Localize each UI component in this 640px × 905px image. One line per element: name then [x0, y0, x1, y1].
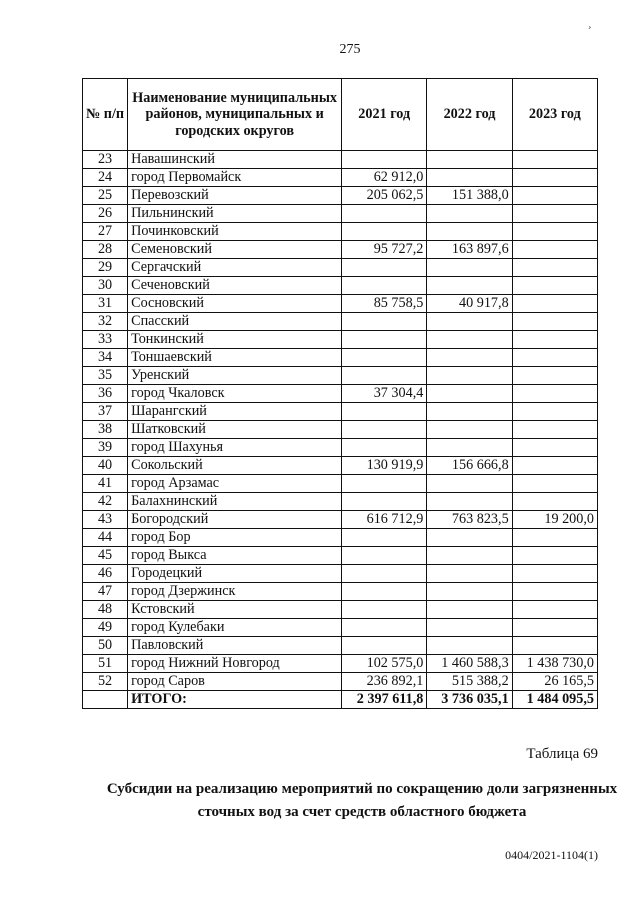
cell-2021 [342, 277, 427, 295]
cell-2021 [342, 475, 427, 493]
table-row [83, 493, 598, 511]
cell-2023 [512, 295, 597, 313]
cell-name: Шатковский [128, 421, 342, 439]
cell-no: 52 [83, 673, 128, 691]
cell-2022 [427, 385, 512, 403]
cell-no: 31 [83, 295, 128, 313]
table-row [83, 529, 598, 547]
table-row [83, 349, 598, 367]
cell-2023 [512, 187, 597, 205]
cell-no [83, 691, 128, 709]
cell-no: 34 [83, 349, 128, 367]
cell-2023 [512, 619, 597, 637]
cell-2021 [342, 223, 427, 241]
cell-2021: 236 892,1 [342, 673, 427, 691]
table-row [83, 385, 598, 403]
cell-2021 [342, 259, 427, 277]
cell-name: город Кулебаки [128, 619, 342, 637]
cell-2021 [342, 349, 427, 367]
cell-2021 [342, 619, 427, 637]
cell-2023: 1 484 095,5 [512, 691, 597, 709]
cell-name: Семеновский [128, 241, 342, 259]
cell-no: 51 [83, 655, 128, 673]
cell-2022 [427, 403, 512, 421]
cell-no: 49 [83, 619, 128, 637]
header-2023: 2023 год [512, 79, 597, 151]
cell-2021 [342, 601, 427, 619]
cell-2021 [342, 367, 427, 385]
cell-name: Кстовский [128, 601, 342, 619]
cell-2021 [342, 493, 427, 511]
cell-2021: 205 062,5 [342, 187, 427, 205]
cell-name: Навашинский [128, 151, 342, 169]
table-row [83, 601, 598, 619]
subsidy-table [82, 78, 598, 709]
table-row [83, 583, 598, 601]
cell-2023 [512, 457, 597, 475]
cell-no: 24 [83, 169, 128, 187]
cell-2022 [427, 547, 512, 565]
table-row [83, 457, 598, 475]
cell-2023: 1 438 730,0 [512, 655, 597, 673]
table-row [83, 547, 598, 565]
cell-2021 [342, 331, 427, 349]
cell-2021 [342, 529, 427, 547]
cell-name: город Первомайск [128, 169, 342, 187]
cell-2023 [512, 367, 597, 385]
cell-2022 [427, 601, 512, 619]
cell-2021: 37 304,4 [342, 385, 427, 403]
table-row [83, 403, 598, 421]
table-row [83, 439, 598, 457]
table-row [83, 169, 598, 187]
table-row [83, 565, 598, 583]
cell-2022 [427, 367, 512, 385]
cell-2023 [512, 565, 597, 583]
cell-2022 [427, 223, 512, 241]
table-row [83, 313, 598, 331]
cell-2021: 2 397 611,8 [342, 691, 427, 709]
cell-2023 [512, 259, 597, 277]
cell-name: город Дзержинск [128, 583, 342, 601]
cell-no: 27 [83, 223, 128, 241]
cell-2021 [342, 439, 427, 457]
table-row [83, 151, 598, 169]
cell-2023 [512, 349, 597, 367]
cell-2022: 515 388,2 [427, 673, 512, 691]
cell-no: 30 [83, 277, 128, 295]
cell-2022 [427, 349, 512, 367]
cell-no: 26 [83, 205, 128, 223]
table-label: Таблица 69 [526, 746, 598, 762]
table-row [83, 637, 598, 655]
table-body [83, 151, 598, 709]
cell-2023 [512, 493, 597, 511]
cell-no: 39 [83, 439, 128, 457]
table-row [83, 673, 598, 691]
cell-no: 29 [83, 259, 128, 277]
cell-name: город Саров [128, 673, 342, 691]
cell-name: Спасский [128, 313, 342, 331]
cell-2021 [342, 583, 427, 601]
cell-2022 [427, 169, 512, 187]
cell-no: 25 [83, 187, 128, 205]
cell-2021 [342, 403, 427, 421]
cell-2021 [342, 313, 427, 331]
cell-2023 [512, 205, 597, 223]
cell-name: ИТОГО: [128, 691, 342, 709]
cell-2023 [512, 637, 597, 655]
cell-2022 [427, 313, 512, 331]
cell-2021 [342, 547, 427, 565]
cell-name: Богородский [128, 511, 342, 529]
header-2021: 2021 год [342, 79, 427, 151]
cell-2023 [512, 403, 597, 421]
document-code: 0404/2021-1104(1) [505, 848, 598, 862]
table-row [83, 259, 598, 277]
cell-no: 38 [83, 421, 128, 439]
cell-no: 47 [83, 583, 128, 601]
cell-2023 [512, 169, 597, 187]
cell-2023 [512, 241, 597, 259]
cell-2023 [512, 223, 597, 241]
cell-name: город Бор [128, 529, 342, 547]
cell-2023 [512, 277, 597, 295]
table-row [83, 187, 598, 205]
cell-2022: 151 388,0 [427, 187, 512, 205]
cell-2022 [427, 475, 512, 493]
cell-2022: 163 897,6 [427, 241, 512, 259]
cell-no: 28 [83, 241, 128, 259]
cell-2022: 40 917,8 [427, 295, 512, 313]
cell-no: 43 [83, 511, 128, 529]
cell-name: город Чкаловск [128, 385, 342, 403]
cell-2023 [512, 385, 597, 403]
cell-no: 35 [83, 367, 128, 385]
cell-2021: 95 727,2 [342, 241, 427, 259]
cell-name: Сосновский [128, 295, 342, 313]
cell-no: 36 [83, 385, 128, 403]
cell-2022 [427, 277, 512, 295]
cell-2023 [512, 583, 597, 601]
cell-name: Сергачский [128, 259, 342, 277]
cell-2021 [342, 637, 427, 655]
cell-2023: 19 200,0 [512, 511, 597, 529]
total-row [83, 691, 598, 709]
table-row [83, 421, 598, 439]
cell-2022: 763 823,5 [427, 511, 512, 529]
table-row [83, 619, 598, 637]
cell-2022 [427, 439, 512, 457]
cell-no: 50 [83, 637, 128, 655]
cell-2021: 62 912,0 [342, 169, 427, 187]
cell-2022: 1 460 588,3 [427, 655, 512, 673]
cell-2022 [427, 151, 512, 169]
cell-2022 [427, 205, 512, 223]
cell-2022 [427, 421, 512, 439]
cell-no: 44 [83, 529, 128, 547]
cell-2021 [342, 565, 427, 583]
cell-2021: 616 712,9 [342, 511, 427, 529]
cell-name: Павловский [128, 637, 342, 655]
cell-2022 [427, 583, 512, 601]
cell-2023 [512, 547, 597, 565]
cell-2022 [427, 331, 512, 349]
cell-no: 23 [83, 151, 128, 169]
cell-name: Шарангский [128, 403, 342, 421]
cell-no: 46 [83, 565, 128, 583]
cell-2022 [427, 637, 512, 655]
cell-2023 [512, 439, 597, 457]
cell-2021: 85 758,5 [342, 295, 427, 313]
table-row [83, 655, 598, 673]
cell-no: 41 [83, 475, 128, 493]
table-row [83, 277, 598, 295]
cell-2022: 3 736 035,1 [427, 691, 512, 709]
cell-no: 32 [83, 313, 128, 331]
section-title: Субсидии на реализацию мероприятий по сокращению доли загрязненных сточных вод за счет средств областного бюджета [106, 781, 618, 820]
header-2022: 2022 год [427, 79, 512, 151]
cell-2022 [427, 529, 512, 547]
cell-name: город Нижний Новгород [128, 655, 342, 673]
cell-2023 [512, 421, 597, 439]
cell-name: Городецкий [128, 565, 342, 583]
cell-2023 [512, 529, 597, 547]
cell-no: 40 [83, 457, 128, 475]
cell-2023 [512, 331, 597, 349]
table-header-row [83, 79, 598, 151]
cell-name: Балахнинский [128, 493, 342, 511]
corner-mark: ¸ [588, 18, 592, 29]
table-row [83, 223, 598, 241]
cell-name: Тонкинский [128, 331, 342, 349]
cell-2021 [342, 421, 427, 439]
cell-no: 48 [83, 601, 128, 619]
cell-name: Починковский [128, 223, 342, 241]
cell-2023 [512, 601, 597, 619]
cell-name: город Выкса [128, 547, 342, 565]
cell-no: 37 [83, 403, 128, 421]
header-name: Наименование муниципальных районов, муниципальных и городских округов [128, 79, 342, 151]
cell-2023: 26 165,5 [512, 673, 597, 691]
cell-2022: 156 666,8 [427, 457, 512, 475]
cell-name: Уренский [128, 367, 342, 385]
cell-no: 33 [83, 331, 128, 349]
cell-2021: 102 575,0 [342, 655, 427, 673]
cell-2022 [427, 565, 512, 583]
cell-name: город Арзамас [128, 475, 342, 493]
cell-2022 [427, 619, 512, 637]
cell-2021 [342, 205, 427, 223]
cell-2022 [427, 493, 512, 511]
cell-name: город Шахунья [128, 439, 342, 457]
cell-name: Сеченовский [128, 277, 342, 295]
cell-name: Пильнинский [128, 205, 342, 223]
table-row [83, 511, 598, 529]
cell-name: Сокольский [128, 457, 342, 475]
cell-2021 [342, 151, 427, 169]
table-row [83, 475, 598, 493]
table-row [83, 241, 598, 259]
cell-2022 [427, 259, 512, 277]
cell-no: 45 [83, 547, 128, 565]
cell-2023 [512, 475, 597, 493]
table-row [83, 331, 598, 349]
cell-no: 42 [83, 493, 128, 511]
table-row [83, 205, 598, 223]
table-row [83, 367, 598, 385]
cell-2023 [512, 313, 597, 331]
cell-name: Тоншаевский [128, 349, 342, 367]
cell-2021: 130 919,9 [342, 457, 427, 475]
cell-name: Перевозский [128, 187, 342, 205]
header-no: № п/п [83, 79, 128, 151]
cell-2023 [512, 151, 597, 169]
page-number: 275 [339, 42, 361, 57]
table-row [83, 295, 598, 313]
